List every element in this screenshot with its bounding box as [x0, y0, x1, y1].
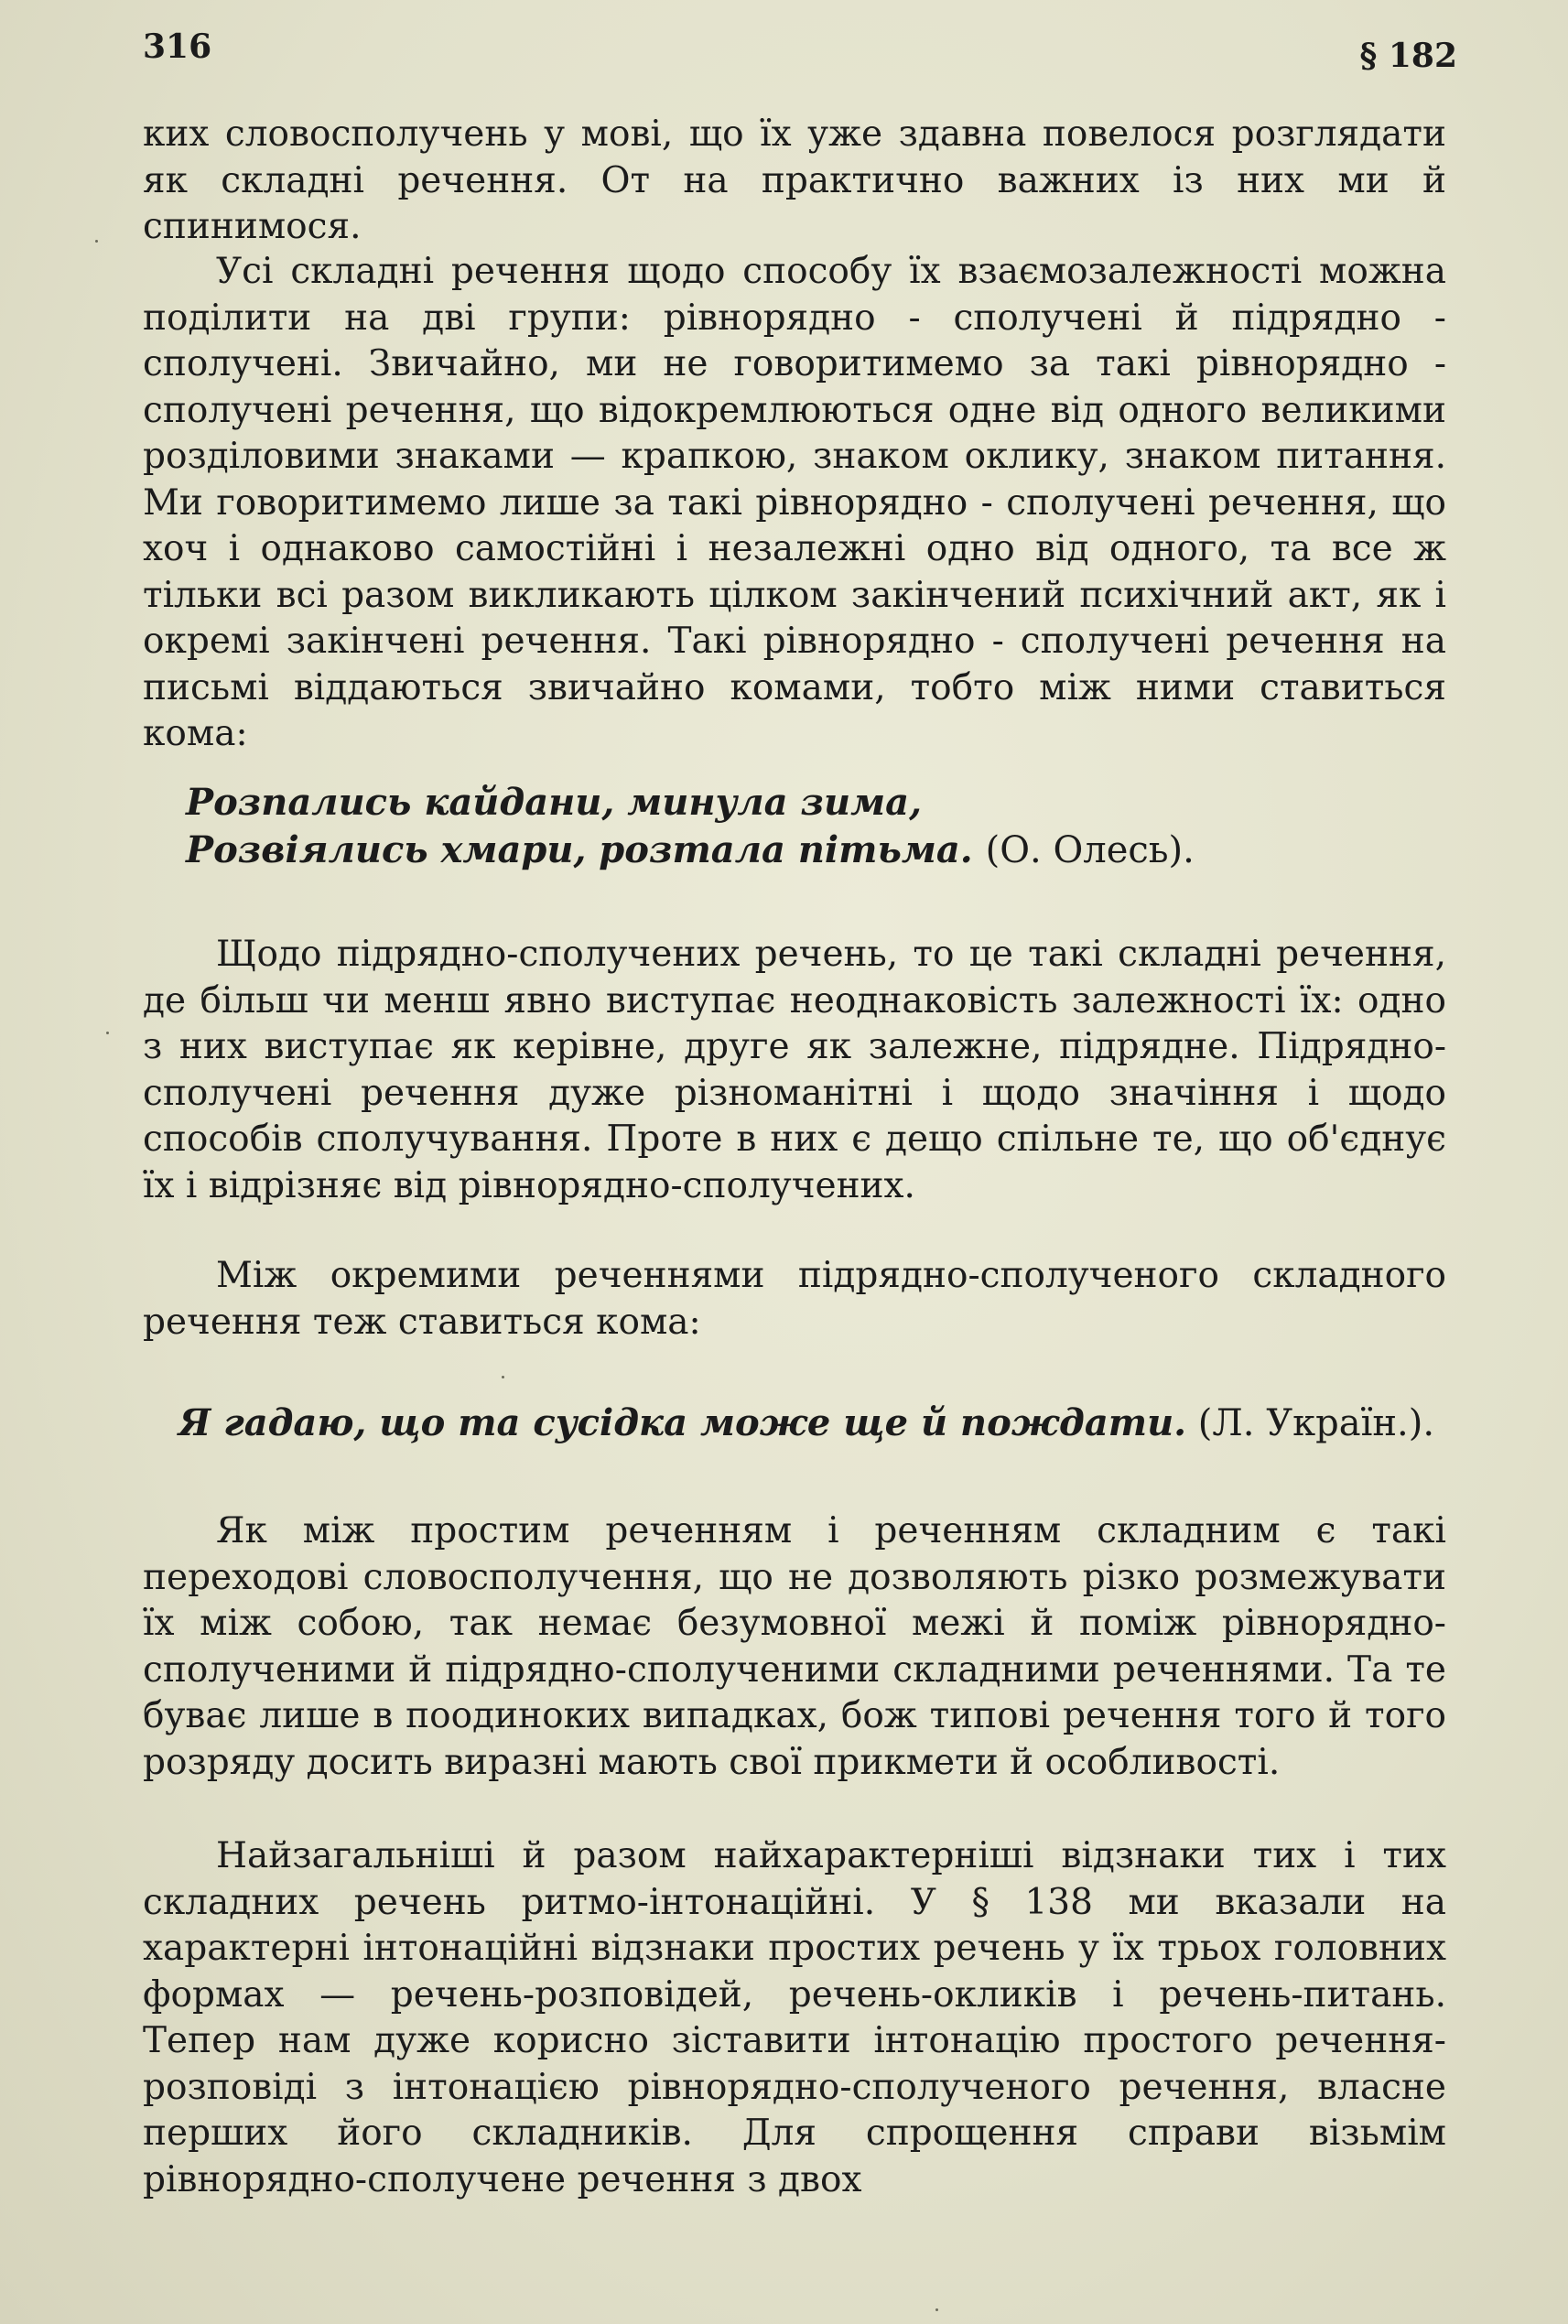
- verse-attribution: (О. Олесь).: [985, 829, 1195, 871]
- paragraph-comma-rule: Між окремими реченнями підрядно-сполученого складного речення теж ставиться кома:: [143, 1255, 1446, 1343]
- verse-line-1: Розпались кайдани, минула зима,: [186, 781, 923, 824]
- paragraph-intonation: Найзагальніші й разом найхарактерніші відзнаки тих і тих складних речень ритмо-інтонаційні. У § 138 ми вказали на характерні інтонаційні відзнаки простих речень у їх трьох головних формах — речень-розповідей, речень-окликів і речень-питань. Тепер нам дуже корисно зіставити інтонацію простого речення-розповіді з інтонацією рівнорядно-сполученого речення, власне перших його складників. Для спрощення справи візьмім рівнорядно-сполучене речення з двох: [143, 1835, 1446, 2200]
- paper-speck: [502, 1376, 504, 1378]
- example-quotation: [178, 1400, 1434, 1447]
- section-number: § 182: [1359, 37, 1457, 75]
- verse-line-2-text: Розвіялись хмари, розтала пітьма.: [186, 828, 973, 871]
- example-attribution: (Л. Україн.).: [1197, 1402, 1435, 1444]
- example-text: Я гадаю, що та сусідка може ще й пождати.: [178, 1401, 1187, 1444]
- page-number: 316: [143, 27, 212, 66]
- verse-quotation: [186, 779, 1195, 874]
- paragraph-sentence-groups: Усі складні речення щодо способу їх взаємозалежності можна поділити на дві групи: рівнорядно - сполучені й підрядно - сполучені. Звичайно, ми не говоритимемо за такі рівнорядно - сполучені речення, що відокремлюються одне від одного великими розділовими знаками — крапкою, знаком оклику, знаком питання. Ми говоритимемо лише за такі рівнорядно - сполучені речення, що хоч і однаково самостійні і незалежні одно від одного, та все ж тільки всі разом викликають цілком закінчений психічний акт, як і окремі закінчені речення. Такі рівнорядно - сполучені речення на письмі віддаються звичайно комами, тобто між ними ставиться кома:: [143, 251, 1446, 754]
- paper-speck: [935, 2308, 938, 2311]
- paragraph-transitional: Як між простим реченням і реченням складним є такі переходові словосполучення, що не дозволяють різко розмежувати їх між собою, так немає безумовної межі й поміж рівнорядно-сполученими й підрядно-сполученими складними реченнями. Та те буває лише в поодиноких випадках, бож типові речення того й того розряду досить виразні мають свої прикмети й особливості.: [143, 1510, 1446, 1783]
- paper-speck: [106, 1032, 109, 1034]
- paragraph-continuation: ких словосполучень у мові, що їх уже здавна повелося розглядати як складні речення. От на практично важних із них ми й спинимося.: [143, 113, 1446, 247]
- paper-speck: [95, 240, 98, 243]
- running-head: [143, 27, 1457, 73]
- verse-line-2: [186, 827, 1195, 874]
- paragraph-subordinate: Щодо підрядно-сполучених речень, то це такі складні речення, де більш чи менш явно виступає неоднаковість залежності їх: одно з них виступає як керівне, друге як залежне, підрядне. Підрядно-сполучені речення дуже різноманітні і щодо значіння і щодо способів сполучування. Проте в них є дещо спільне те, що об'єднує їх і відрізняє від рівнорядно-сполучених.: [143, 934, 1446, 1206]
